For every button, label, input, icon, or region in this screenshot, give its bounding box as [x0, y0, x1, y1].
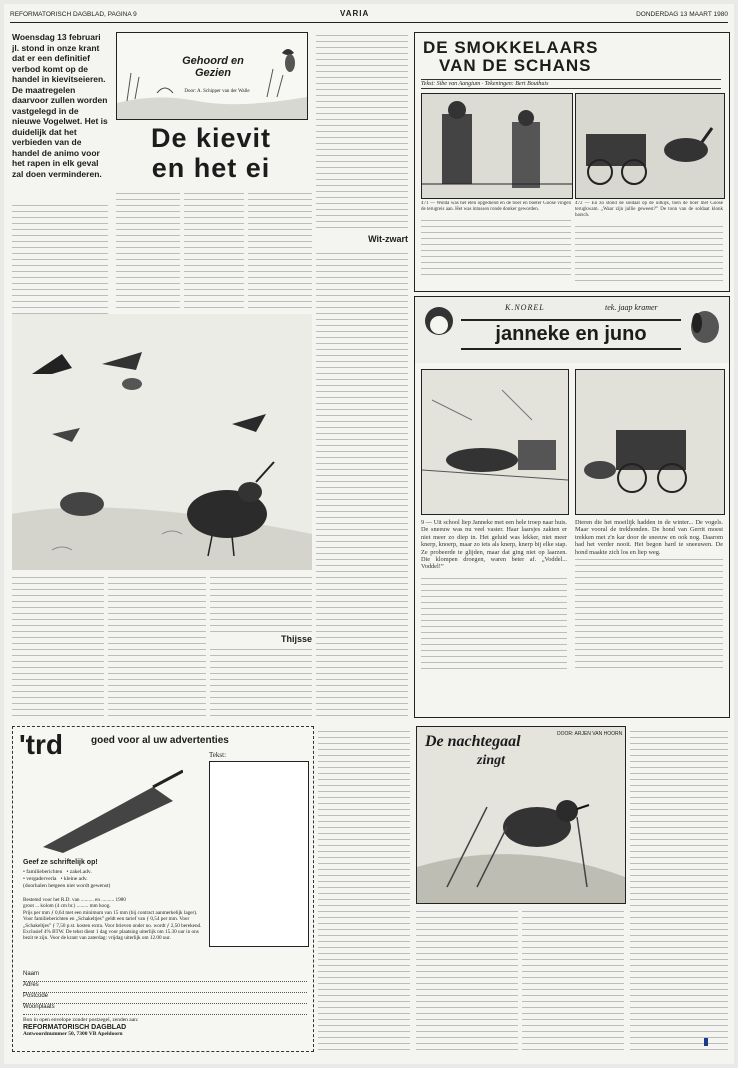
- ad-field-naam[interactable]: Naam: [23, 971, 307, 982]
- janneke-caption-right-lines: [575, 558, 723, 668]
- janneke-panel-2: [575, 369, 725, 515]
- janneke-caption-right-text: Dieren die het moeilijk hadden in de winter... De vogels. Maar vooral de trekhonden. De hond van Gerrit moest trekken met z'n kar door de sneeuw en ook nog. Daarom had het verder nooit. Het begon hard te sneeuwen. De hond maakte zich los en liep weg.: [575, 519, 723, 556]
- ad-footer-3: Antwoordnummer 50, 7300 VB Apeldoorn: [23, 1031, 123, 1037]
- caption-472-text: 472 — En zo stond de soldaat op de uitkijk, toen de boer met Goose terugkwam. „Waar zijn jullie geweest?” De toon van de soldaat klonk barsch.: [575, 201, 723, 218]
- smokkelaars-caption-471: [421, 201, 571, 287]
- end-mark: [704, 1038, 708, 1046]
- ad-footer-1: Bon in open envelope zonder postzegel, zenden aan:: [23, 1017, 139, 1023]
- header-left: REFORMATORISCH DAGBLAD, PAGINA 9: [10, 11, 137, 18]
- kievit-col5-text: [316, 32, 408, 228]
- janneke-banner: [415, 297, 729, 363]
- nightingale-bird-icon: [417, 727, 625, 903]
- dog-sled-icon: [422, 370, 568, 514]
- nachtegaal-credit: DOOR: ARJEN VAN HOORN: [557, 731, 623, 737]
- ad-field-postcode[interactable]: Postcode: [23, 993, 307, 1004]
- cart-snow-icon: [576, 370, 724, 514]
- kievit-illustration: [12, 314, 312, 570]
- nachtegaal-title-2: zingt: [477, 753, 506, 768]
- header-section: VARIA: [340, 9, 370, 18]
- ad-headline: goed voor al uw advertenties: [91, 735, 229, 746]
- logo-title: Gehoord en Gezien: [182, 55, 244, 79]
- trd-logo: 'trd: [19, 729, 63, 760]
- ad-fields: [23, 971, 307, 1015]
- janneke-title: janneke en juno: [461, 319, 681, 350]
- ad-field-woonplaats[interactable]: Woonplaats: [23, 1004, 307, 1015]
- bullet-kleine[interactable]: • kleine adv.: [60, 876, 88, 882]
- smokkelaars-title-2: VAN DE SCHANS: [439, 56, 592, 75]
- nachtegaal-col4-text: [630, 726, 728, 1050]
- janneke-caption-left: [421, 519, 567, 711]
- ad-gift-title: Geef ze schriftelijk op!: [23, 859, 98, 866]
- logo-credit: Door: A. Schipper van der Walle: [184, 89, 250, 94]
- kievit-col2-text: [116, 188, 180, 308]
- caption-471-lines: [421, 215, 571, 275]
- janneke-author: K.NOREL: [505, 303, 545, 312]
- caption-472-lines: [575, 221, 723, 281]
- kievit-sub-witzwart: Wit-zwart: [368, 234, 408, 244]
- ad-field-adres[interactable]: Adres: [23, 982, 307, 993]
- kievit-col6-text: [316, 248, 408, 716]
- bullet-zakel[interactable]: • zakel.adv.: [66, 869, 92, 875]
- kievit-lead: Woensdag 13 februari jl. stond in onze krant dat er een definitief verbod komt op de handel in kievitseieren. De maatregelen daarvoor zullen worden vastgelegd in de nieuwe Vogelwet. Het is duidelijk dat het verbieden van de handel de animo voor het rapen in elk geval zal doen verminderen.: [12, 32, 108, 179]
- nachtegaal-title-1: De nachtegaal: [425, 733, 521, 750]
- gehoord-gezien-logo: [116, 32, 308, 120]
- horse-cart-icon: [576, 94, 724, 198]
- page-header: [10, 8, 728, 23]
- smokkelaars-title-1: DE SMOKKELAARS: [423, 38, 599, 57]
- kievit-title-2: en het ei: [151, 153, 271, 183]
- nachtegaal-col3-text: [522, 908, 624, 1050]
- kievit-col10-text: [210, 648, 312, 716]
- ad-text-box[interactable]: [209, 761, 309, 947]
- nachtegaal-col2-text: [416, 908, 518, 1050]
- ad-footer-2: REFORMATORISCH DAGBLAD: [23, 1024, 127, 1031]
- ad-bullets: [23, 869, 203, 890]
- nachtegaal-col1-text: [318, 726, 410, 1050]
- kievit-col8-text: [108, 576, 206, 716]
- ad-footer: [23, 1017, 307, 1038]
- kievit-col3-text: [184, 188, 244, 308]
- smokkelaars-panel-2: [575, 93, 725, 199]
- writing-hand-icon: [33, 767, 183, 855]
- bullet-familie[interactable]: • familieberichten: [23, 869, 63, 875]
- janneke-strip: [414, 296, 730, 718]
- smokkelaars-strip: [414, 32, 730, 292]
- janneke-panel-1: [421, 369, 569, 515]
- bullet-verga[interactable]: • vergaderverla: [23, 876, 57, 882]
- ad-order-info: [23, 897, 203, 942]
- nachtegaal-illustration: [416, 726, 626, 904]
- smokkelaars-panel-1: [421, 93, 573, 199]
- men-talking-icon: [422, 94, 572, 198]
- girl-icon: [419, 301, 459, 359]
- ad-grootte: groot ... kolom (4 cm br.) ......... mm hoog.: [23, 903, 111, 910]
- kievit-sub-thijsse: Thijsse: [280, 634, 312, 644]
- kievit-title-1: De kievit: [150, 123, 272, 153]
- kievit-col9-text: [210, 576, 312, 632]
- ad-order-line: Bestemd voor het R.D. van .......... en .......... 1980: [23, 897, 126, 903]
- kievit-col4-text: [248, 188, 312, 308]
- janneke-caption-left-text: 9 — Uit school liep Janneke met een hele troep naar huis. De sneeuw was nu veel vaster. Haar laarsjes zakten er niet meer zo diep in. Het geluid was lekker, niet meer knerp, knoerp, maar zo iets als knerp, knerp bij elke stap. Ze probeerde te glijden, maar dat ging niet op laarzen. Die klompen droegen, waren beter af. „Voddel... Voddel!”: [421, 519, 567, 571]
- janneke-artist: tek. jaap kramer: [605, 303, 658, 312]
- ad-note: (doorhalen hetgeen niet wordt gewenst): [23, 883, 111, 889]
- newspaper-page: [4, 4, 734, 1064]
- kievit-col1-text: [12, 202, 108, 314]
- ad-prijs: Prijs per mm ƒ 0,64 met een minimum van 15 mm (bij contract aanmerkelijk lager). Voor familieberichten en „Schakeltjes” geldt een tarief van ƒ 0,54 per mm. Voor „Schakeltjes” ƒ 7,50 p.st. kosten extra. Voor brieven onder no. wordt ƒ 2,50 berekend. Exclusief 4% BTW. De tekst dient 1 dag voor plaatsing uiterlijk om 15.30 uur in ons bezit te zijn. Voor de krant van zaterdag: vrijdag uiterlijk om 12.00 uur.: [23, 909, 202, 942]
- dog-icon: [685, 303, 725, 359]
- smokkelaars-caption-472: [575, 201, 723, 287]
- advert-coupon: [12, 726, 314, 1052]
- smokkelaars-credit: Tekst: Sibe van Aangium · Tekeningen: Bert Bouthuis: [421, 79, 721, 89]
- janneke-caption-right: [575, 519, 723, 711]
- header-right: DONDERDAG 13 MAART 1980: [636, 11, 728, 18]
- janneke-caption-left-lines: [421, 573, 567, 669]
- ad-tekst-label: Tekst:: [209, 751, 227, 759]
- kievit-birds-icon: [12, 314, 312, 570]
- caption-471-text: 471 — Wolda was het eten opgediend en de boer en boeter Goose vingen de terugreis aan. Het was intussen ronde donker geworden.: [421, 201, 571, 212]
- kievit-col7-text: [12, 576, 104, 716]
